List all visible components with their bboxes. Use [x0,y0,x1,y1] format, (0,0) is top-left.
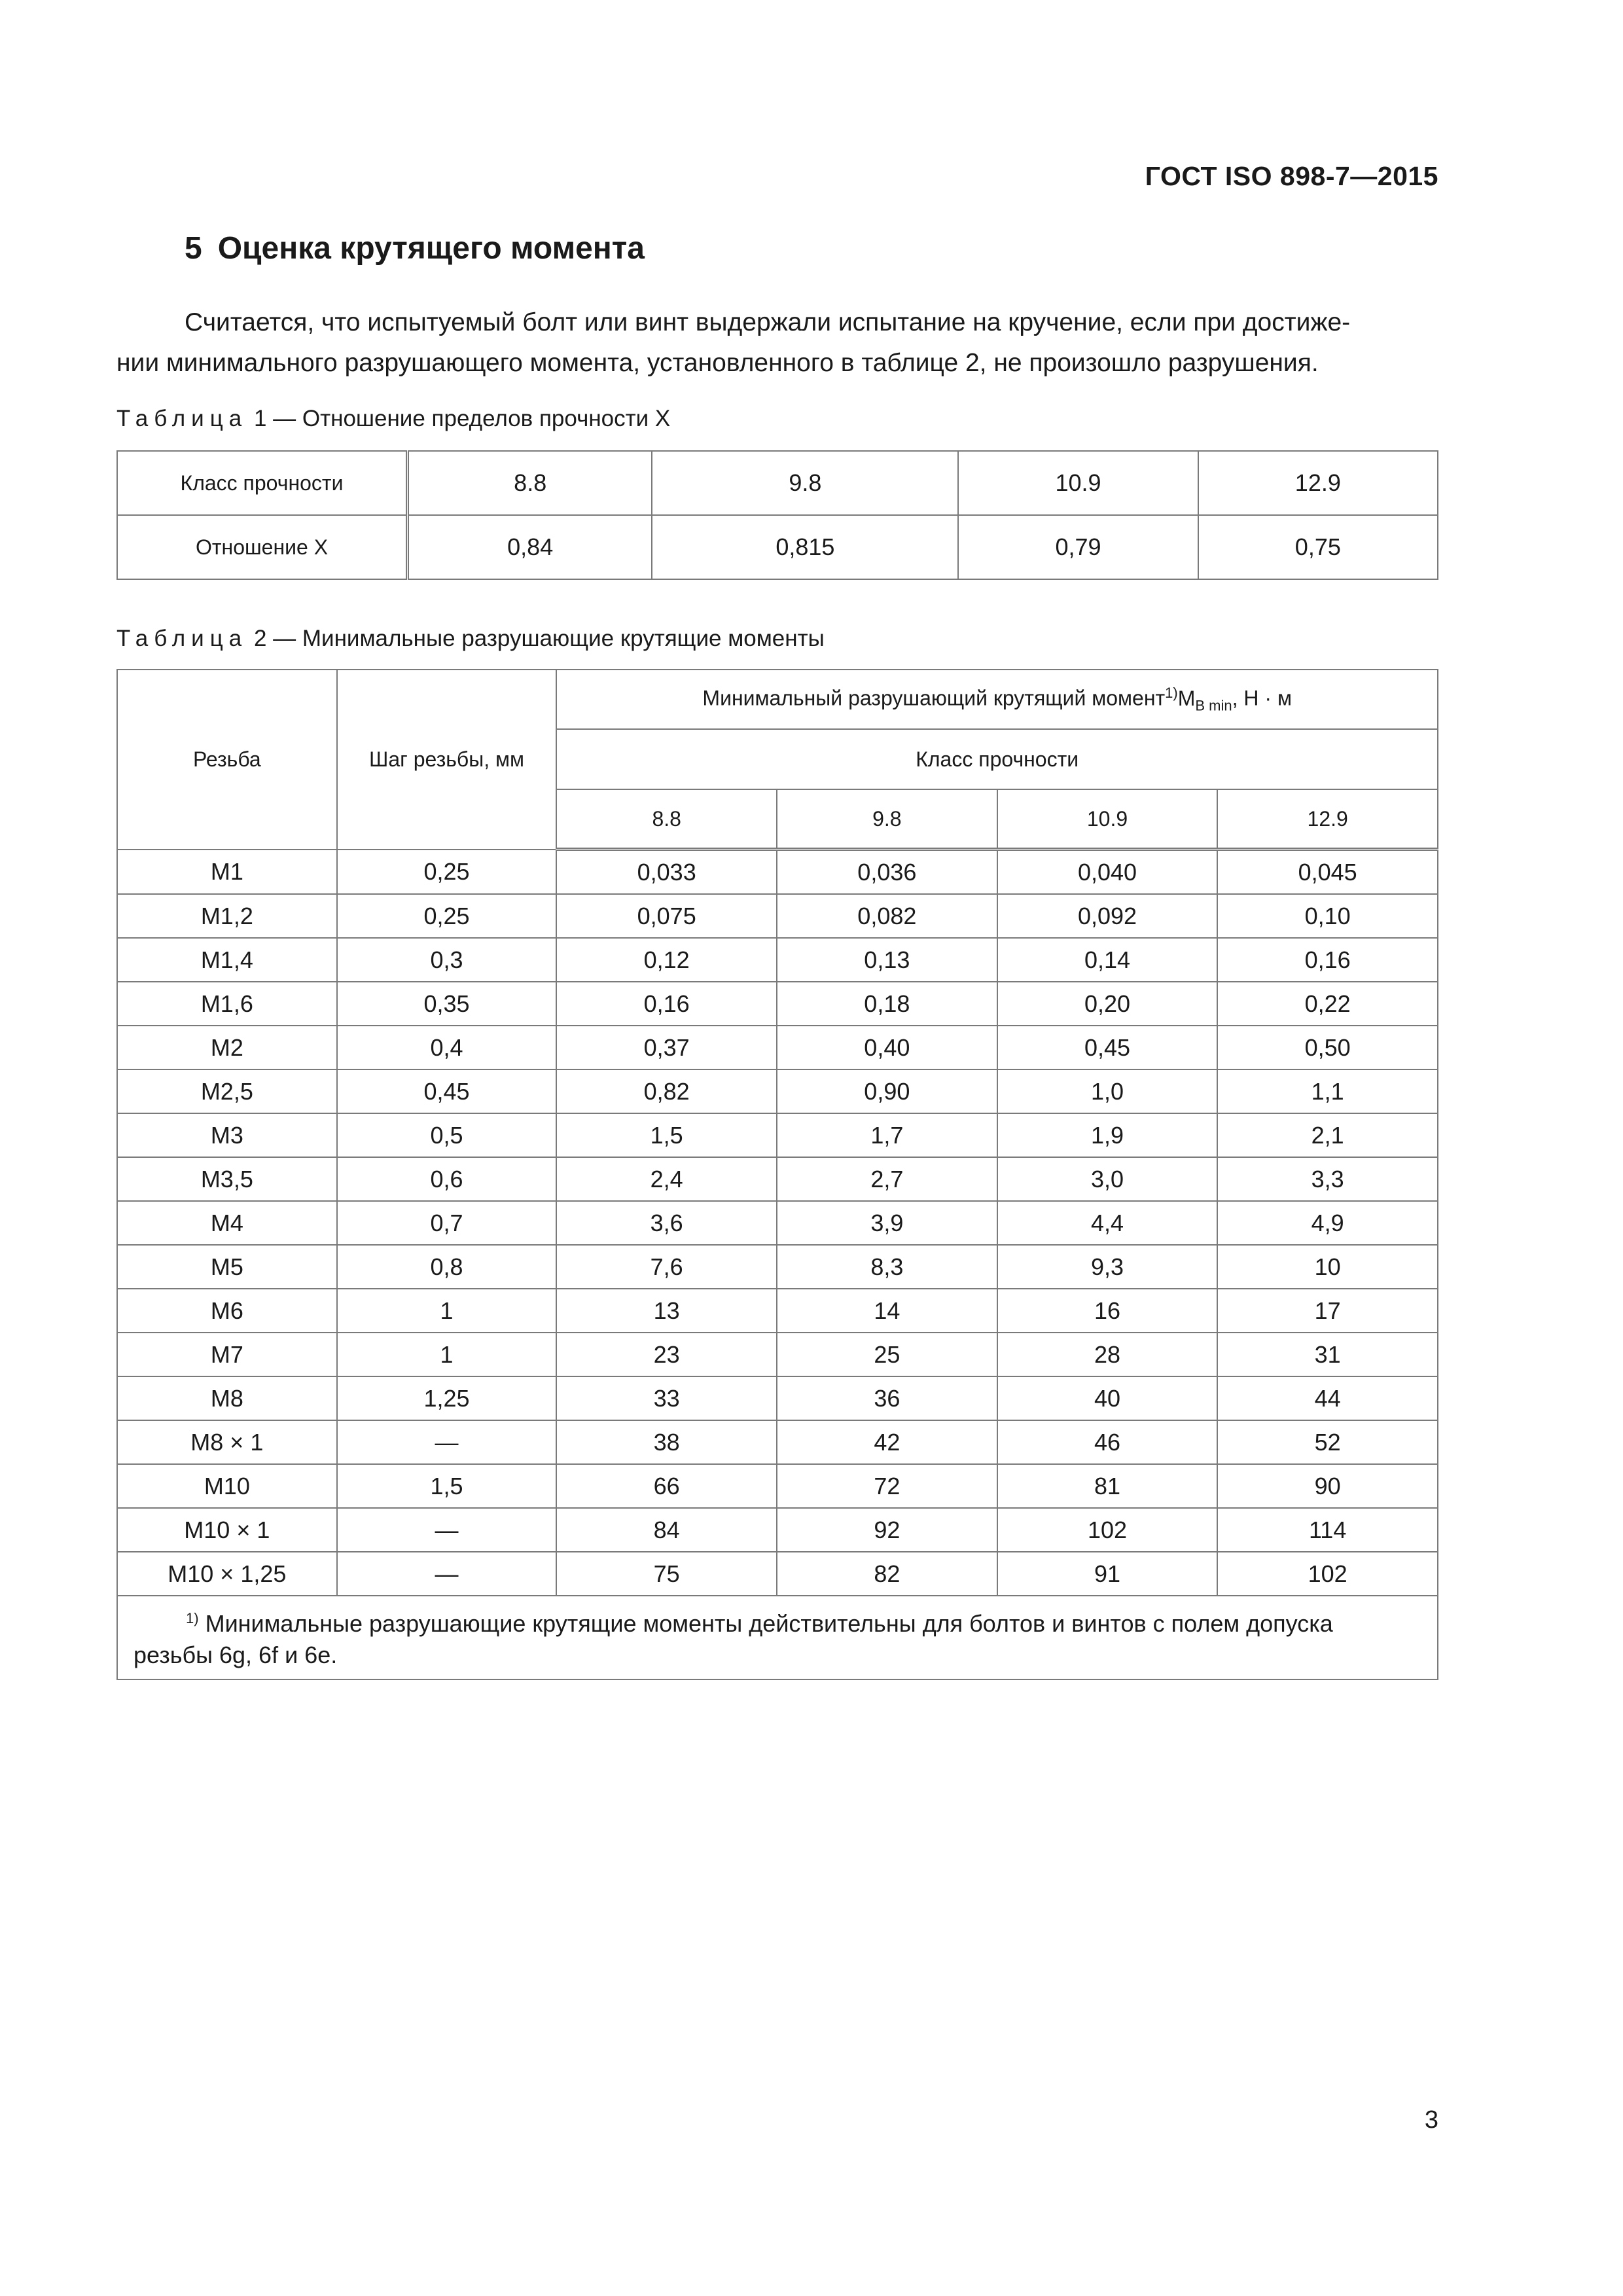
torque-cell: 0,040 [997,850,1218,895]
table-cell: 12.9 [1198,451,1438,515]
torque-cell: 42 [777,1420,997,1464]
thread-cell: M4 [117,1201,337,1245]
torque-cell: 0,20 [997,982,1218,1026]
torque-cell: 52 [1217,1420,1438,1464]
table2-caption-word: Таблица [116,626,248,651]
torque-cell: 92 [777,1508,997,1552]
torque-cell: 0,14 [997,938,1218,982]
moment-unit: , Н · м [1232,686,1292,710]
thread-cell: M10 [117,1464,337,1508]
table-row [117,1201,1438,1245]
torque-cell: 0,50 [1217,1026,1438,1069]
intro-paragraph [116,302,1438,384]
pitch-cell: 1 [337,1333,557,1376]
thread-cell: M8 × 1 [117,1420,337,1464]
table-cell: 10.9 [958,451,1198,515]
torque-cell: 8,3 [777,1245,997,1289]
torque-cell: 0,18 [777,982,997,1026]
torque-cell: 82 [777,1552,997,1596]
torque-cell: 10 [1217,1245,1438,1289]
table1-caption-word: Таблица [116,406,248,431]
table2-caption [116,626,825,652]
intro-line: Считается, что испытуемый болт или винт выдержали испытание на кручение, если при достиже- [185,308,1351,336]
column-header-pitch: Шаг резьбы, мм [337,670,557,850]
thread-cell: M2,5 [117,1069,337,1113]
torque-cell: 84 [556,1508,777,1552]
table-row [117,1069,1438,1113]
table-cell: 0,75 [1198,515,1438,579]
torque-cell: 1,1 [1217,1069,1438,1113]
torque-cell: 0,045 [1217,850,1438,895]
thread-cell: M5 [117,1245,337,1289]
torque-cell: 0,036 [777,850,997,895]
torque-cell: 0,22 [1217,982,1438,1026]
torque-cell: 44 [1217,1376,1438,1420]
torque-cell: 1,0 [997,1069,1218,1113]
pitch-cell: 1,25 [337,1376,557,1420]
torque-table [116,669,1438,1680]
table-row [117,1289,1438,1333]
moment-label: Минимальный разрушающий крутящий момент [702,686,1166,710]
thread-cell: M8 [117,1376,337,1420]
torque-cell: 0,12 [556,938,777,982]
pitch-cell: 0,3 [337,938,557,982]
table-row [117,1420,1438,1464]
torque-cell: 81 [997,1464,1218,1508]
header-row [117,670,1438,729]
table-row [117,1113,1438,1157]
torque-cell: 16 [997,1289,1218,1333]
table1-caption [116,406,670,432]
pitch-cell: 0,6 [337,1157,557,1201]
torque-cell: 46 [997,1420,1218,1464]
torque-cell: 4,9 [1217,1201,1438,1245]
footnote-ref: 1) [1165,684,1178,701]
table-footnote [117,1596,1438,1679]
torque-cell: 9,3 [997,1245,1218,1289]
moment-symbol-letter: M [1177,686,1196,710]
table-row [117,515,1438,579]
table-row [117,938,1438,982]
torque-cell: 114 [1217,1508,1438,1552]
footnote-row [117,1596,1438,1679]
torque-cell: 0,40 [777,1026,997,1069]
table-cell: 9.8 [652,451,958,515]
column-header-moment [556,670,1438,729]
moment-symbol-subscript: B min [1195,697,1232,714]
row-header: Класс прочности [117,451,408,515]
column-header-class: 8.8 [556,789,777,850]
torque-cell: 1,5 [556,1113,777,1157]
table-row [117,1552,1438,1596]
torque-cell: 1,7 [777,1113,997,1157]
torque-cell: 0,13 [777,938,997,982]
table2-caption-text: 2 — Минимальные разрушающие крутящие моменты [253,626,825,651]
pitch-cell: — [337,1552,557,1596]
table-row [117,1026,1438,1069]
torque-cell: 36 [777,1376,997,1420]
table-row [117,1157,1438,1201]
table-row [117,1245,1438,1289]
table-row [117,982,1438,1026]
torque-table-body [117,850,1438,1596]
column-header-class: 10.9 [997,789,1218,850]
torque-cell: 38 [556,1420,777,1464]
torque-cell: 2,7 [777,1157,997,1201]
torque-cell: 28 [997,1333,1218,1376]
pitch-cell: 1 [337,1289,557,1333]
torque-cell: 0,37 [556,1026,777,1069]
torque-cell: 102 [1217,1552,1438,1596]
torque-cell: 3,9 [777,1201,997,1245]
torque-cell: 31 [1217,1333,1438,1376]
thread-cell: M2 [117,1026,337,1069]
pitch-cell: — [337,1420,557,1464]
torque-cell: 4,4 [997,1201,1218,1245]
pitch-cell: 0,8 [337,1245,557,1289]
torque-cell: 7,6 [556,1245,777,1289]
thread-cell: M10 × 1 [117,1508,337,1552]
torque-cell: 75 [556,1552,777,1596]
torque-cell: 13 [556,1289,777,1333]
thread-cell: M1,6 [117,982,337,1026]
table-row [117,850,1438,895]
table-row [117,1508,1438,1552]
pitch-cell: 0,45 [337,1069,557,1113]
torque-cell: 91 [997,1552,1218,1596]
thread-cell: M3,5 [117,1157,337,1201]
table-row [117,451,1438,515]
table-cell: 0,79 [958,515,1198,579]
torque-cell: 0,82 [556,1069,777,1113]
torque-cell: 17 [1217,1289,1438,1333]
torque-cell: 1,9 [997,1113,1218,1157]
torque-cell: 3,6 [556,1201,777,1245]
page-number: 3 [1424,2106,1438,2134]
section-title: Оценка крутящего момента [217,231,645,266]
table-cell: 0,815 [652,515,958,579]
moment-symbol [1177,686,1232,714]
document-code: ГОСТ ISO 898-7—2015 [1145,161,1438,191]
torque-cell: 0,10 [1217,894,1438,938]
torque-cell: 2,4 [556,1157,777,1201]
section-number: 5 [185,231,202,266]
footnote-line [134,1603,1421,1640]
thread-cell: M7 [117,1333,337,1376]
torque-cell: 102 [997,1508,1218,1552]
torque-cell: 2,1 [1217,1113,1438,1157]
pitch-cell: 0,25 [337,850,557,895]
torque-cell: 0,075 [556,894,777,938]
thread-cell: M6 [117,1289,337,1333]
strength-ratio-table [116,450,1438,580]
thread-cell: M1,4 [117,938,337,982]
pitch-cell: 0,35 [337,982,557,1026]
row-header: Отношение X [117,515,408,579]
column-header-thread: Резьба [117,670,337,850]
column-header-class: 12.9 [1217,789,1438,850]
column-header-class: 9.8 [777,789,997,850]
footnote-marker: 1) [186,1610,199,1626]
pitch-cell: 0,25 [337,894,557,938]
table-row [117,894,1438,938]
table-row [117,1376,1438,1420]
thread-cell: M1 [117,850,337,895]
torque-cell: 14 [777,1289,997,1333]
table-cell: 0,84 [408,515,652,579]
torque-cell: 40 [997,1376,1218,1420]
torque-cell: 0,16 [556,982,777,1026]
torque-cell: 33 [556,1376,777,1420]
thread-cell: M1,2 [117,894,337,938]
pitch-cell: 1,5 [337,1464,557,1508]
torque-cell: 23 [556,1333,777,1376]
torque-cell: 25 [777,1333,997,1376]
section-heading [185,230,645,266]
torque-cell: 0,033 [556,850,777,895]
pitch-cell: 0,7 [337,1201,557,1245]
column-header-strength-class: Класс прочности [556,729,1438,789]
torque-cell: 3,0 [997,1157,1218,1201]
torque-cell: 0,082 [777,894,997,938]
torque-cell: 0,092 [997,894,1218,938]
torque-cell: 72 [777,1464,997,1508]
thread-cell: M3 [117,1113,337,1157]
pitch-cell: 0,4 [337,1026,557,1069]
torque-cell: 66 [556,1464,777,1508]
footnote-line: резьбы 6g, 6f и 6e. [134,1641,338,1668]
torque-cell: 90 [1217,1464,1438,1508]
table-row [117,1333,1438,1376]
pitch-cell: — [337,1508,557,1552]
pitch-cell: 0,5 [337,1113,557,1157]
torque-cell: 3,3 [1217,1157,1438,1201]
intro-line: нии минимального разрушающего момента, установленного в таблице 2, не произошло разрушения. [116,349,1319,377]
torque-cell: 0,16 [1217,938,1438,982]
table-row [117,1464,1438,1508]
table-cell: 8.8 [408,451,652,515]
torque-cell: 0,90 [777,1069,997,1113]
torque-cell: 0,45 [997,1026,1218,1069]
footnote-text: Минимальные разрушающие крутящие моменты действительны для болтов и винтов с полем допуска [205,1610,1333,1637]
table1-caption-text: 1 — Отношение пределов прочности X [253,406,671,431]
thread-cell: M10 × 1,25 [117,1552,337,1596]
